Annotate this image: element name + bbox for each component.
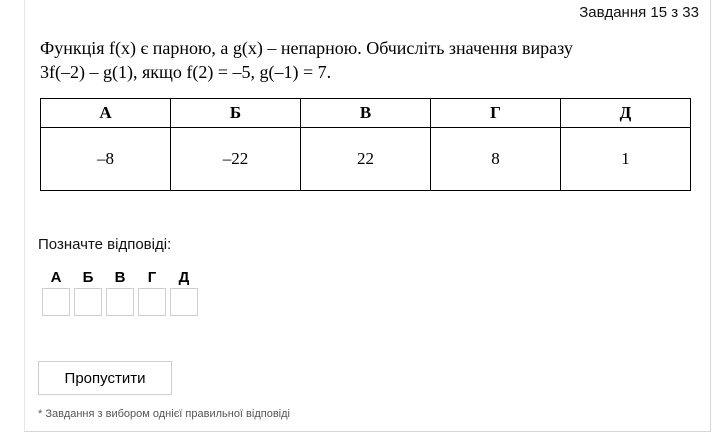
option-header-v: В — [301, 99, 431, 128]
answer-column-a — [40, 268, 72, 316]
answer-checkbox-v[interactable] — [106, 288, 134, 316]
answer-checkbox-b[interactable] — [74, 288, 102, 316]
answer-prompt: Позначте відповіді: — [38, 236, 172, 253]
answer-column-d — [168, 268, 200, 316]
answer-letter-g: Г — [147, 269, 157, 286]
skip-button[interactable]: Пропустити — [38, 361, 172, 395]
option-value-b: –22 — [171, 128, 301, 191]
answer-column-g — [136, 268, 168, 316]
option-value-a: –8 — [41, 128, 171, 191]
question-line-2: 3f(–2) – g(1), якщо f(2) = –5, g(–1) = 7. — [40, 62, 332, 82]
answer-letter-v: В — [114, 269, 126, 286]
option-header-a: А — [41, 99, 171, 128]
option-value-d: 1 — [561, 128, 691, 191]
footnote: * Завдання з вибором однієї правильної відповіді — [38, 408, 290, 420]
answer-column-b — [72, 268, 104, 316]
options-header-row — [41, 99, 691, 128]
answer-checkbox-a[interactable] — [42, 288, 70, 316]
answer-letter-b: Б — [82, 269, 94, 286]
question-text — [40, 36, 680, 84]
answer-grid — [40, 268, 200, 316]
option-value-v: 22 — [301, 128, 431, 191]
answer-options-table — [40, 98, 691, 191]
options-value-row — [41, 128, 691, 191]
answer-checkbox-g[interactable] — [138, 288, 166, 316]
answer-column-v — [104, 268, 136, 316]
option-header-d: Д — [561, 99, 691, 128]
option-header-g: Г — [431, 99, 561, 128]
question-line-1: Функція f(x) є парною, а g(x) – непарною. Обчисліть значення виразу — [40, 38, 573, 58]
task-counter: Завдання 15 з 33 — [579, 4, 699, 21]
option-value-g: 8 — [431, 128, 561, 191]
answer-letter-a: А — [50, 269, 62, 286]
answer-checkbox-d[interactable] — [170, 288, 198, 316]
option-header-b: Б — [171, 99, 301, 128]
answer-letter-d: Д — [178, 269, 190, 286]
